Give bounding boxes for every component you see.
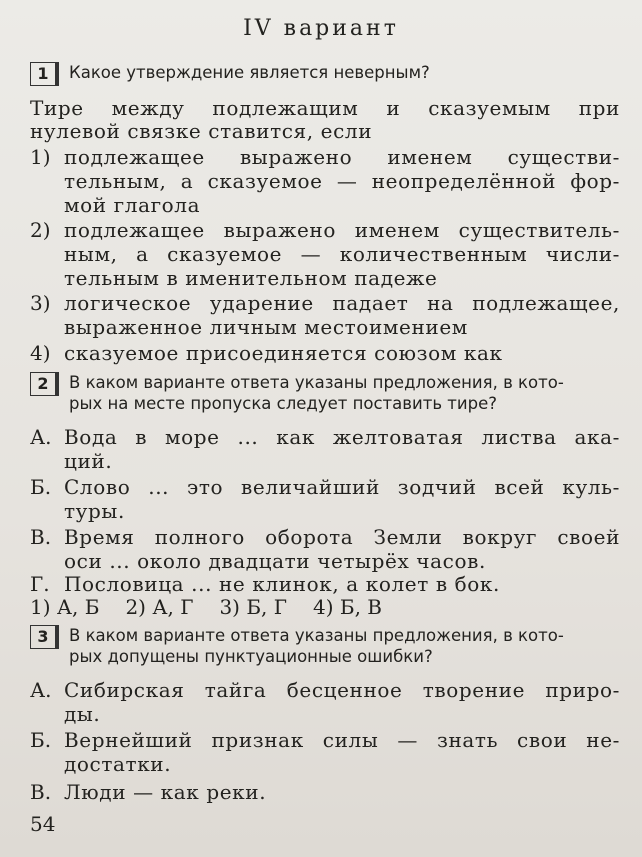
item-line: оси ... около двадцати четырёх часов. — [64, 549, 486, 573]
answer-options — [30, 595, 382, 619]
option-line: тельным в именительном падеже — [64, 266, 438, 290]
item-letter: Г. — [30, 572, 50, 596]
option-line: мой глагола — [64, 193, 201, 217]
item-letter: А. — [30, 678, 52, 702]
question-2-text: В каком варианте ответа указаны предложения, в кото- рых на месте пропуска следует поставить тире? — [69, 373, 564, 413]
item-letter: Б. — [30, 475, 52, 499]
question-number-box: 2 — [30, 372, 59, 396]
item-line: ций. — [64, 449, 113, 473]
option-number: 2) — [30, 218, 51, 242]
option-line: тельным, а сказуемое — неопределённой фор- — [64, 169, 620, 193]
question-3-text: В каком варианте ответа указаны предложения, в кото- рых допущены пунктуационные ошибки? — [69, 626, 564, 666]
item-letter: В. — [30, 525, 52, 549]
answer-option: 4) Б, В — [313, 595, 382, 619]
item-letter: Б. — [30, 728, 52, 752]
item-line: туры. — [64, 499, 125, 523]
item-line: Слово ... это величайший зодчий всей куль- — [64, 475, 620, 499]
variant-title: IV вариант — [243, 16, 399, 41]
page-number: 54 — [30, 812, 56, 836]
item-letter: А. — [30, 425, 52, 449]
item-line: Пословица ... не клинок, а колет в бок. — [64, 572, 500, 596]
question-2-header — [30, 372, 564, 414]
answer-option: 3) Б, Г — [219, 595, 287, 619]
option-line: подлежащее выражено именем существитель- — [64, 218, 620, 242]
question-1-text: Какое утверждение является неверным? — [69, 63, 430, 82]
item-letter: В. — [30, 780, 52, 804]
item-line: Люди — как реки. — [64, 780, 267, 804]
stem-line: нулевой связке ставится, если — [30, 119, 373, 143]
item-line: Вода в море ... как желтоватая листва ака- — [64, 425, 620, 449]
stem-line: Тире между подлежащим и сказуемым при — [30, 96, 620, 120]
question-1-header — [30, 62, 430, 86]
option-line: сказуемое присоединяется союзом как — [64, 341, 503, 365]
option-number: 3) — [30, 291, 51, 315]
question-number-box: 3 — [30, 625, 59, 649]
option-line: логическое ударение падает на подлежащее, — [64, 291, 620, 315]
option-number: 1) — [30, 145, 51, 169]
item-line: ды. — [64, 702, 101, 726]
option-line: подлежащее выражено именем существи- — [64, 145, 620, 169]
option-line: выраженное личным местоимением — [64, 315, 468, 339]
item-line: Сибирская тайга бесценное творение приро- — [64, 678, 620, 702]
answer-option: 2) А, Г — [125, 595, 194, 619]
question-3-header — [30, 625, 564, 667]
option-number: 4) — [30, 341, 51, 365]
option-line: ным, а сказуемое — количественным числи- — [64, 242, 620, 266]
item-line: достатки. — [64, 752, 172, 776]
item-line: Время полного оборота Земли вокруг своей — [64, 525, 620, 549]
item-line: Вернейший признак силы — знать свои не- — [64, 728, 620, 752]
question-number-box: 1 — [30, 62, 59, 86]
answer-option: 1) А, Б — [30, 595, 100, 619]
